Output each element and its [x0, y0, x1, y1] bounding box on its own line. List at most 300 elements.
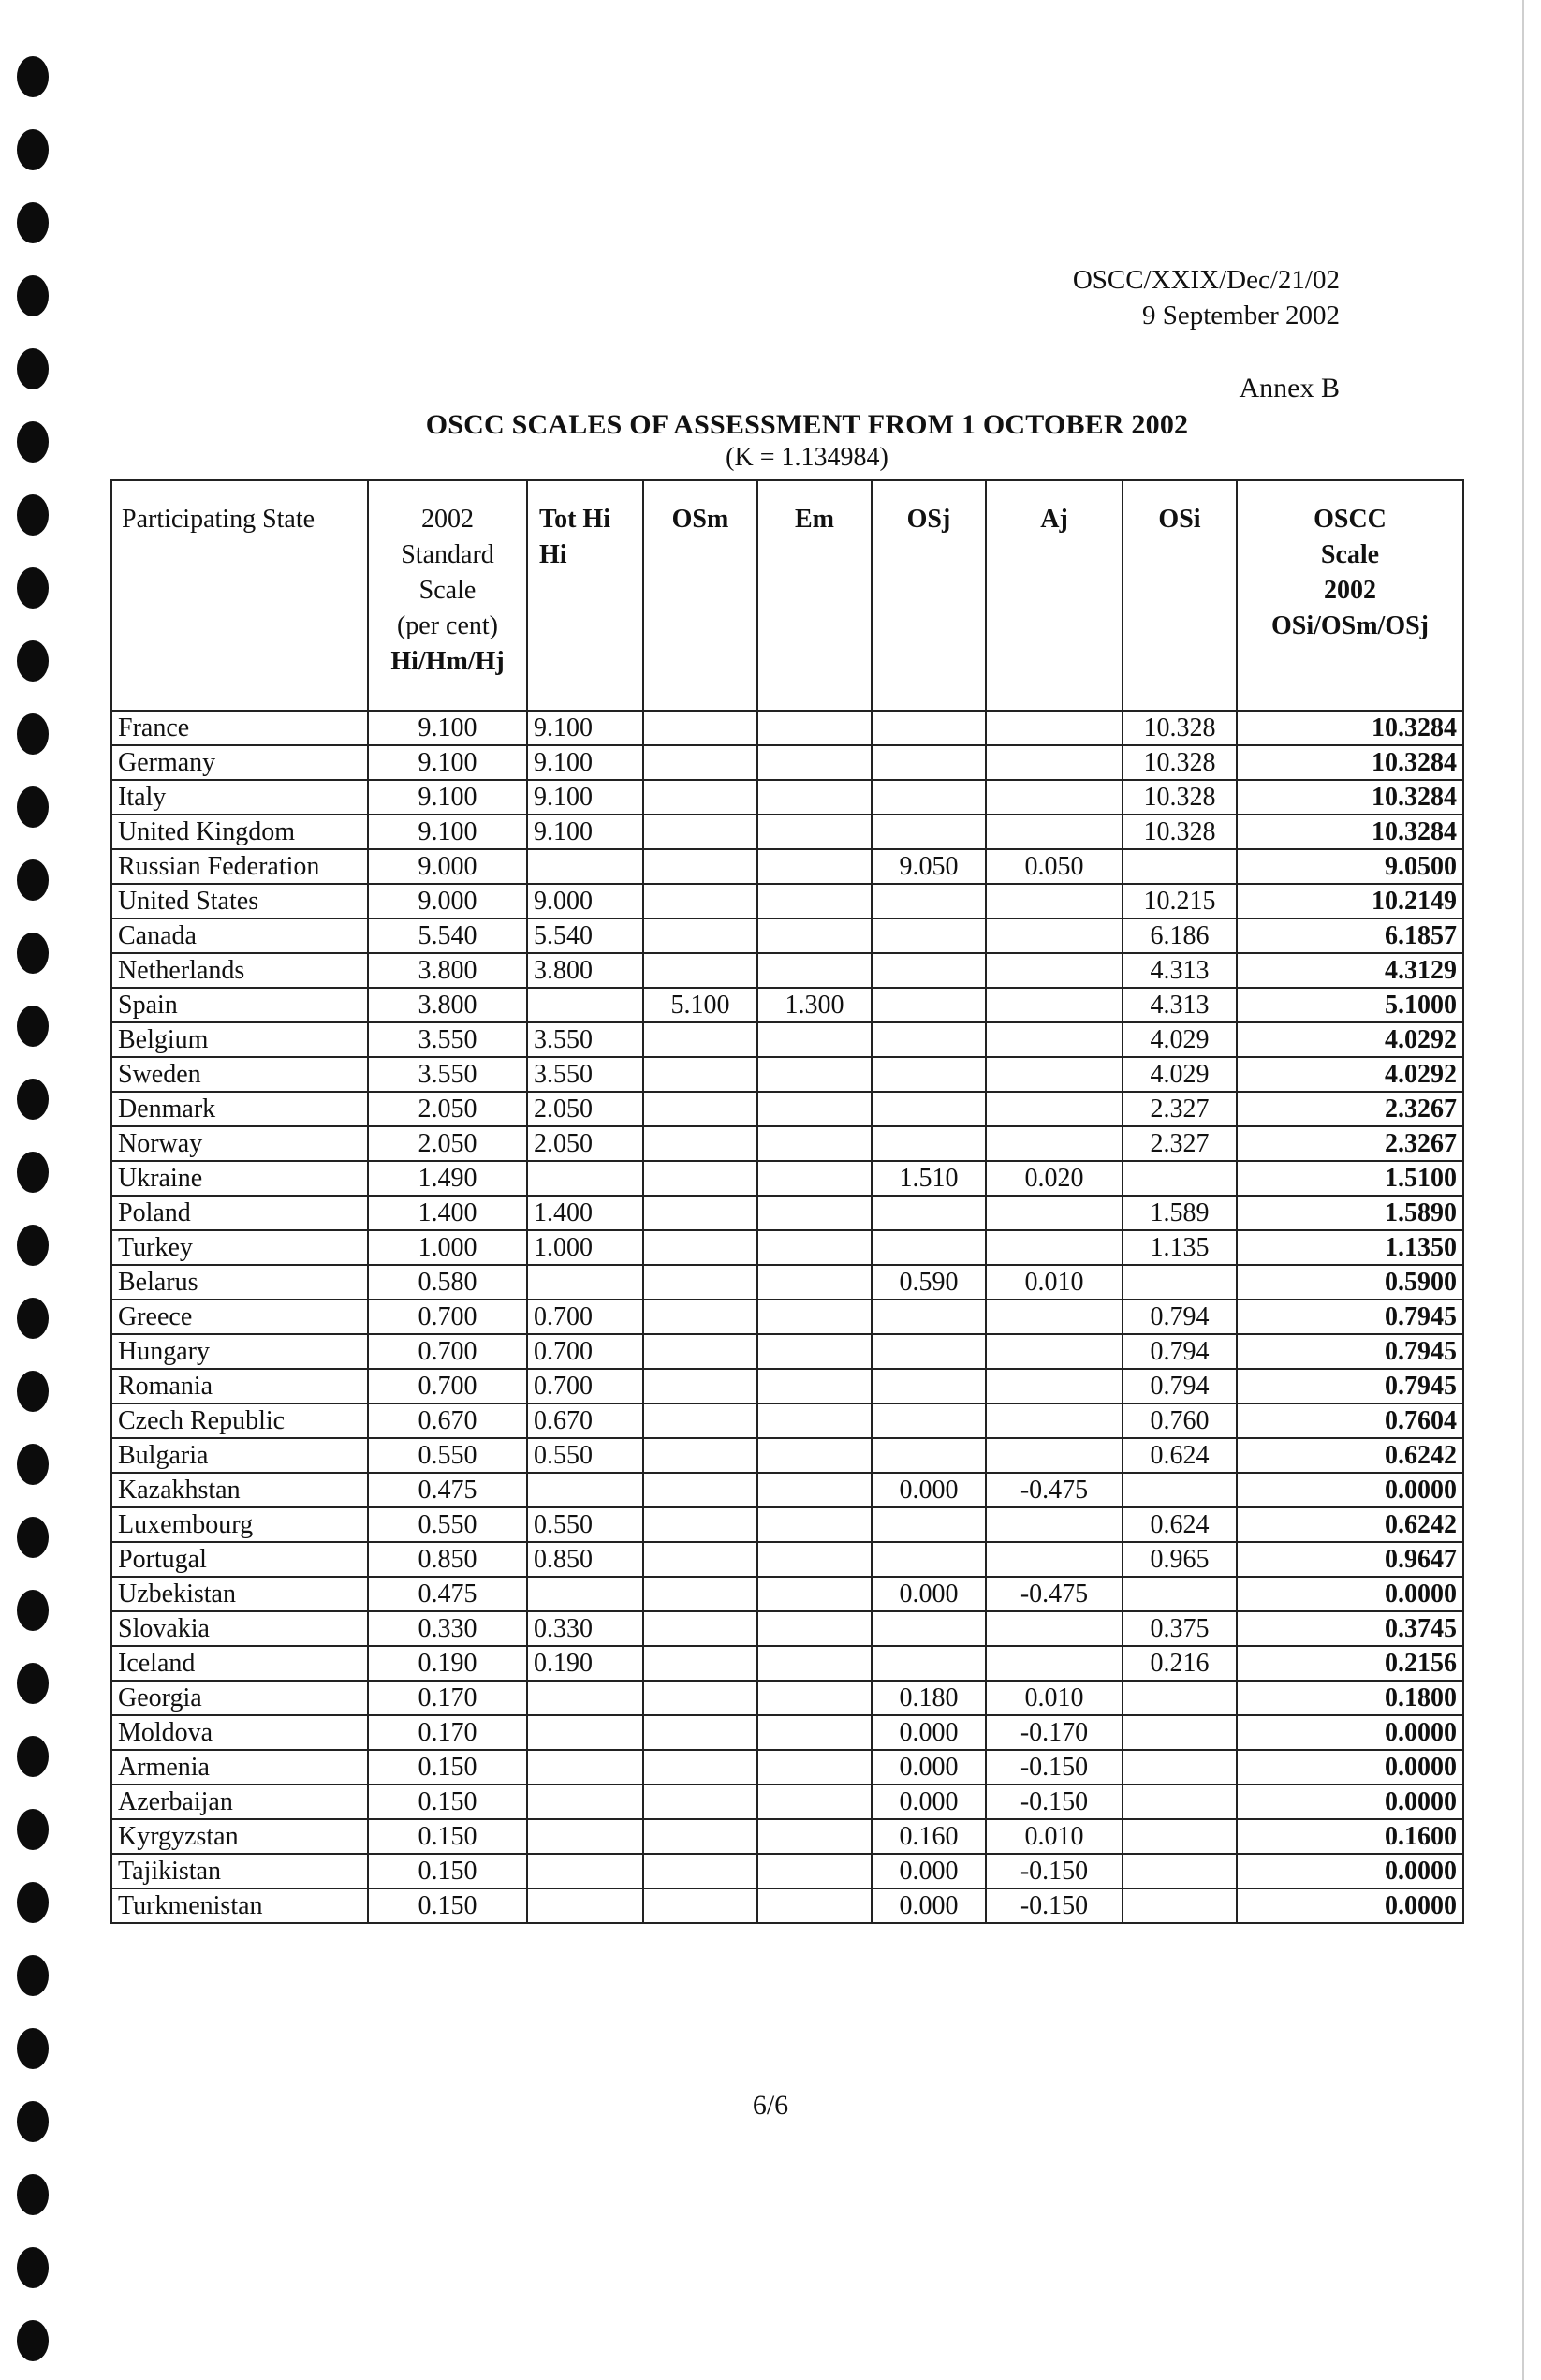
cell-osm: [643, 1577, 757, 1611]
annex-label: Annex B: [1239, 373, 1340, 404]
cell-osi: 0.760: [1123, 1403, 1237, 1438]
cell-aj: [986, 780, 1123, 815]
cell-aj: [986, 1611, 1123, 1646]
cell-osi: 0.375: [1123, 1611, 1237, 1646]
cell-em: [757, 1577, 872, 1611]
cell-osm: [643, 1785, 757, 1819]
cell-aj: [986, 884, 1123, 918]
table-row: [111, 1507, 1463, 1542]
cell-aj: [986, 1126, 1123, 1161]
cell-participating-state: United Kingdom: [111, 815, 368, 849]
cell-participating-state: Greece: [111, 1300, 368, 1334]
cell-oscc-scale: 5.1000: [1237, 988, 1463, 1022]
cell-em: [757, 780, 872, 815]
cell-osj: [872, 1057, 986, 1092]
cell-em: [757, 1542, 872, 1577]
cell-osm: [643, 745, 757, 780]
cell-em: [757, 849, 872, 884]
cell-osj: [872, 1196, 986, 1230]
binder-hole: [17, 1736, 49, 1777]
cell-osj: [872, 1300, 986, 1334]
cell-standard-scale: 9.100: [368, 815, 527, 849]
header-tot-hi: [527, 480, 643, 711]
cell-participating-state: Spain: [111, 988, 368, 1022]
binder-hole: [17, 2174, 49, 2215]
binder-hole: [17, 713, 49, 755]
cell-aj: [986, 711, 1123, 745]
cell-em: [757, 1022, 872, 1057]
table-row: [111, 711, 1463, 745]
cell-osi: 10.328: [1123, 815, 1237, 849]
cell-em: [757, 711, 872, 745]
table-row: [111, 1057, 1463, 1092]
binder-hole: [17, 786, 49, 828]
cell-osm: [643, 953, 757, 988]
cell-participating-state: Armenia: [111, 1750, 368, 1785]
table-row: [111, 1785, 1463, 1819]
header-osi: OSi: [1123, 480, 1237, 711]
cell-em: [757, 815, 872, 849]
cell-tot-hi: [527, 1681, 643, 1715]
cell-osm: [643, 1334, 757, 1369]
binder-hole: [17, 2320, 49, 2361]
cell-osi: [1123, 1819, 1237, 1854]
cell-tot-hi: [527, 988, 643, 1022]
cell-aj: [986, 1057, 1123, 1092]
cell-oscc-scale: 1.5100: [1237, 1161, 1463, 1196]
cell-participating-state: Tajikistan: [111, 1854, 368, 1888]
cell-tot-hi: 3.800: [527, 953, 643, 988]
cell-standard-scale: 1.400: [368, 1196, 527, 1230]
cell-em: [757, 1438, 872, 1473]
table-row: [111, 1369, 1463, 1403]
cell-tot-hi: 0.700: [527, 1334, 643, 1369]
header-line: Hi: [539, 540, 567, 569]
cell-tot-hi: 0.850: [527, 1542, 643, 1577]
cell-oscc-scale: 2.3267: [1237, 1092, 1463, 1126]
cell-tot-hi: 0.550: [527, 1507, 643, 1542]
cell-osm: [643, 1161, 757, 1196]
cell-standard-scale: 0.550: [368, 1507, 527, 1542]
page-number: 6/6: [752, 2090, 789, 2121]
cell-participating-state: Sweden: [111, 1057, 368, 1092]
binder-hole: [17, 56, 49, 97]
cell-osm: [643, 815, 757, 849]
cell-tot-hi: [527, 1888, 643, 1923]
table-row: [111, 1819, 1463, 1854]
cell-standard-scale: 0.700: [368, 1300, 527, 1334]
cell-osi: 2.327: [1123, 1126, 1237, 1161]
cell-em: [757, 1854, 872, 1888]
table-row: [111, 1196, 1463, 1230]
cell-oscc-scale: 0.7945: [1237, 1334, 1463, 1369]
cell-em: [757, 918, 872, 953]
binder-hole: [17, 1590, 49, 1631]
cell-aj: [986, 1646, 1123, 1681]
binder-hole: [17, 1298, 49, 1339]
cell-osm: [643, 1230, 757, 1265]
cell-osj: [872, 1126, 986, 1161]
cell-participating-state: Slovakia: [111, 1611, 368, 1646]
table-row: [111, 1577, 1463, 1611]
cell-osj: 0.000: [872, 1785, 986, 1819]
cell-tot-hi: [527, 1265, 643, 1300]
cell-aj: 0.010: [986, 1265, 1123, 1300]
cell-participating-state: Portugal: [111, 1542, 368, 1577]
cell-osj: [872, 988, 986, 1022]
cell-osj: [872, 1022, 986, 1057]
cell-standard-scale: 3.800: [368, 988, 527, 1022]
cell-osm: [643, 1715, 757, 1750]
binder-hole: [17, 202, 49, 243]
binder-hole: [17, 1955, 49, 1996]
table-row: [111, 1126, 1463, 1161]
cell-oscc-scale: 4.0292: [1237, 1022, 1463, 1057]
document-date: 9 September 2002: [1141, 301, 1340, 331]
table-row: [111, 1542, 1463, 1577]
cell-oscc-scale: 0.1600: [1237, 1819, 1463, 1854]
cell-em: 1.300: [757, 988, 872, 1022]
cell-tot-hi: [527, 1473, 643, 1507]
cell-osi: [1123, 1681, 1237, 1715]
cell-aj: [986, 1196, 1123, 1230]
cell-tot-hi: 1.000: [527, 1230, 643, 1265]
cell-oscc-scale: 0.0000: [1237, 1854, 1463, 1888]
cell-standard-scale: 0.150: [368, 1854, 527, 1888]
cell-osj: 1.510: [872, 1161, 986, 1196]
cell-oscc-scale: 0.2156: [1237, 1646, 1463, 1681]
table-row: [111, 988, 1463, 1022]
binder-hole: [17, 1371, 49, 1412]
binder-hole: [17, 1006, 49, 1047]
cell-participating-state: Luxembourg: [111, 1507, 368, 1542]
header-standard-scale: [368, 480, 527, 711]
cell-osi: [1123, 1161, 1237, 1196]
cell-standard-scale: 9.100: [368, 711, 527, 745]
cell-oscc-scale: 10.3284: [1237, 745, 1463, 780]
cell-standard-scale: 0.700: [368, 1369, 527, 1403]
cell-standard-scale: 0.190: [368, 1646, 527, 1681]
cell-oscc-scale: 0.0000: [1237, 1715, 1463, 1750]
cell-osi: 0.794: [1123, 1369, 1237, 1403]
cell-osj: [872, 1611, 986, 1646]
table-row: [111, 1403, 1463, 1438]
cell-osi: [1123, 1888, 1237, 1923]
cell-standard-scale: 9.100: [368, 745, 527, 780]
cell-osm: [643, 1369, 757, 1403]
cell-osm: [643, 711, 757, 745]
cell-osj: [872, 1438, 986, 1473]
cell-osi: 4.029: [1123, 1057, 1237, 1092]
header-line: 2002: [1324, 576, 1376, 605]
cell-oscc-scale: 0.6242: [1237, 1438, 1463, 1473]
table-row: [111, 1715, 1463, 1750]
cell-participating-state: Belarus: [111, 1265, 368, 1300]
cell-osm: [643, 1611, 757, 1646]
cell-oscc-scale: 10.3284: [1237, 780, 1463, 815]
cell-tot-hi: 0.330: [527, 1611, 643, 1646]
cell-standard-scale: 0.475: [368, 1577, 527, 1611]
cell-aj: -0.150: [986, 1854, 1123, 1888]
cell-standard-scale: 9.100: [368, 780, 527, 815]
cell-tot-hi: 3.550: [527, 1022, 643, 1057]
binder-hole: [17, 640, 49, 682]
table-row: [111, 1092, 1463, 1126]
cell-aj: [986, 1334, 1123, 1369]
header-line: Hi/Hm/Hj: [390, 647, 505, 676]
cell-em: [757, 1300, 872, 1334]
cell-osi: 10.328: [1123, 745, 1237, 780]
cell-osi: [1123, 1265, 1237, 1300]
header-aj: Aj: [986, 480, 1123, 711]
cell-osm: [643, 1854, 757, 1888]
page-title: OSCC SCALES OF ASSESSMENT FROM 1 OCTOBER 2002: [425, 409, 1189, 440]
cell-osj: 0.000: [872, 1715, 986, 1750]
cell-oscc-scale: 4.0292: [1237, 1057, 1463, 1092]
binder-hole: [17, 2028, 49, 2069]
cell-osm: [643, 1750, 757, 1785]
cell-osm: [643, 1473, 757, 1507]
cell-participating-state: Poland: [111, 1196, 368, 1230]
cell-aj: [986, 1403, 1123, 1438]
cell-standard-scale: 2.050: [368, 1092, 527, 1126]
cell-osm: [643, 918, 757, 953]
cell-participating-state: Hungary: [111, 1334, 368, 1369]
cell-em: [757, 1611, 872, 1646]
cell-standard-scale: 0.150: [368, 1819, 527, 1854]
cell-tot-hi: 1.400: [527, 1196, 643, 1230]
binder-hole: [17, 1663, 49, 1704]
cell-osi: 2.327: [1123, 1092, 1237, 1126]
cell-osm: [643, 1403, 757, 1438]
cell-osm: [643, 1888, 757, 1923]
cell-em: [757, 1092, 872, 1126]
table-body: [111, 711, 1463, 1923]
cell-standard-scale: 3.550: [368, 1057, 527, 1092]
cell-tot-hi: [527, 1750, 643, 1785]
cell-osj: [872, 745, 986, 780]
cell-standard-scale: 0.475: [368, 1473, 527, 1507]
binder-hole: [17, 1225, 49, 1266]
cell-em: [757, 745, 872, 780]
cell-standard-scale: 3.550: [368, 1022, 527, 1057]
cell-tot-hi: 9.100: [527, 815, 643, 849]
cell-participating-state: Moldova: [111, 1715, 368, 1750]
cell-osi: [1123, 1750, 1237, 1785]
cell-em: [757, 1196, 872, 1230]
table-row: [111, 1473, 1463, 1507]
cell-osi: [1123, 1854, 1237, 1888]
cell-aj: -0.150: [986, 1888, 1123, 1923]
cell-osj: [872, 1334, 986, 1369]
cell-osi: 4.313: [1123, 953, 1237, 988]
cell-osi: 4.029: [1123, 1022, 1237, 1057]
cell-aj: 0.010: [986, 1819, 1123, 1854]
assessment-table: [110, 479, 1464, 1924]
header-line: Scale: [418, 576, 477, 605]
table-row: [111, 884, 1463, 918]
cell-participating-state: Kyrgyzstan: [111, 1819, 368, 1854]
header-osm: OSm: [643, 480, 757, 711]
cell-osm: [643, 1265, 757, 1300]
cell-participating-state: Belgium: [111, 1022, 368, 1057]
table-row: [111, 1854, 1463, 1888]
cell-osi: 1.589: [1123, 1196, 1237, 1230]
binder-hole: [17, 933, 49, 974]
cell-oscc-scale: 0.7604: [1237, 1403, 1463, 1438]
cell-tot-hi: 2.050: [527, 1126, 643, 1161]
cell-oscc-scale: 0.6242: [1237, 1507, 1463, 1542]
table-row: [111, 849, 1463, 884]
cell-oscc-scale: 0.7945: [1237, 1300, 1463, 1334]
cell-osj: [872, 1230, 986, 1265]
cell-osj: 0.000: [872, 1888, 986, 1923]
cell-osj: [872, 711, 986, 745]
cell-em: [757, 1681, 872, 1715]
cell-participating-state: Iceland: [111, 1646, 368, 1681]
cell-osj: [872, 1646, 986, 1681]
cell-participating-state: Ukraine: [111, 1161, 368, 1196]
cell-aj: 0.010: [986, 1681, 1123, 1715]
cell-oscc-scale: 0.0000: [1237, 1888, 1463, 1923]
header-osj: OSj: [872, 480, 986, 711]
binder-hole: [17, 1079, 49, 1120]
cell-oscc-scale: 1.5890: [1237, 1196, 1463, 1230]
cell-oscc-scale: 10.2149: [1237, 884, 1463, 918]
header-oscc-scale: [1237, 480, 1463, 711]
cell-osi: 10.215: [1123, 884, 1237, 918]
page-edge: [1522, 0, 1524, 2380]
binder-hole: [17, 567, 49, 609]
cell-tot-hi: 0.550: [527, 1438, 643, 1473]
cell-oscc-scale: 0.3745: [1237, 1611, 1463, 1646]
cell-osm: [643, 1681, 757, 1715]
cell-aj: 0.020: [986, 1161, 1123, 1196]
cell-osi: [1123, 1577, 1237, 1611]
binder-hole: [17, 275, 49, 316]
cell-aj: [986, 1438, 1123, 1473]
cell-osm: [643, 780, 757, 815]
cell-osi: 10.328: [1123, 711, 1237, 745]
table-row: [111, 1888, 1463, 1923]
cell-participating-state: Norway: [111, 1126, 368, 1161]
table-row: [111, 953, 1463, 988]
cell-osj: 0.000: [872, 1854, 986, 1888]
cell-osi: 0.794: [1123, 1334, 1237, 1369]
document-header: [1073, 262, 1340, 333]
table-row: [111, 1022, 1463, 1057]
table-row: [111, 1161, 1463, 1196]
cell-osj: 0.000: [872, 1577, 986, 1611]
cell-osm: [643, 884, 757, 918]
cell-osj: [872, 780, 986, 815]
cell-participating-state: Germany: [111, 745, 368, 780]
cell-tot-hi: 9.000: [527, 884, 643, 918]
cell-em: [757, 1057, 872, 1092]
table-row: [111, 1334, 1463, 1369]
cell-em: [757, 1473, 872, 1507]
table-row: [111, 1681, 1463, 1715]
cell-osj: [872, 884, 986, 918]
cell-osi: [1123, 1473, 1237, 1507]
binder-hole: [17, 1152, 49, 1193]
cell-oscc-scale: 0.0000: [1237, 1473, 1463, 1507]
cell-osm: [643, 1092, 757, 1126]
cell-aj: [986, 815, 1123, 849]
cell-tot-hi: [527, 849, 643, 884]
binder-hole: [17, 1517, 49, 1558]
binder-hole: [17, 1444, 49, 1485]
cell-osm: 5.100: [643, 988, 757, 1022]
header-line: (per cent): [396, 611, 499, 640]
cell-tot-hi: [527, 1854, 643, 1888]
cell-oscc-scale: 10.3284: [1237, 711, 1463, 745]
cell-osj: [872, 953, 986, 988]
cell-em: [757, 1403, 872, 1438]
table-row: [111, 1750, 1463, 1785]
binder-hole: [17, 129, 49, 170]
cell-tot-hi: [527, 1715, 643, 1750]
cell-osm: [643, 1646, 757, 1681]
cell-osi: [1123, 1785, 1237, 1819]
cell-aj: [986, 1022, 1123, 1057]
cell-aj: -0.170: [986, 1715, 1123, 1750]
cell-standard-scale: 0.550: [368, 1438, 527, 1473]
cell-participating-state: France: [111, 711, 368, 745]
cell-osj: 0.180: [872, 1681, 986, 1715]
table-header-row: [111, 480, 1463, 711]
cell-oscc-scale: 0.0000: [1237, 1785, 1463, 1819]
cell-em: [757, 1785, 872, 1819]
table-row: [111, 1230, 1463, 1265]
table-row: [111, 1611, 1463, 1646]
cell-osi: 0.624: [1123, 1438, 1237, 1473]
cell-aj: -0.150: [986, 1750, 1123, 1785]
header-line: 2002: [421, 505, 474, 534]
cell-osi: 0.965: [1123, 1542, 1237, 1577]
header-line: Standard: [401, 540, 494, 569]
cell-aj: [986, 1542, 1123, 1577]
cell-osj: [872, 1092, 986, 1126]
cell-em: [757, 1646, 872, 1681]
cell-oscc-scale: 2.3267: [1237, 1126, 1463, 1161]
cell-standard-scale: 0.150: [368, 1888, 527, 1923]
cell-standard-scale: 0.700: [368, 1334, 527, 1369]
cell-aj: [986, 1092, 1123, 1126]
binder-hole: [17, 348, 49, 389]
cell-tot-hi: 0.700: [527, 1300, 643, 1334]
cell-osi: 6.186: [1123, 918, 1237, 953]
header-line: Scale: [1320, 540, 1380, 569]
cell-aj: [986, 918, 1123, 953]
table-row: [111, 780, 1463, 815]
cell-standard-scale: 1.490: [368, 1161, 527, 1196]
cell-participating-state: Russian Federation: [111, 849, 368, 884]
cell-oscc-scale: 0.9647: [1237, 1542, 1463, 1577]
cell-participating-state: Netherlands: [111, 953, 368, 988]
cell-osj: [872, 815, 986, 849]
binder-hole: [17, 859, 49, 901]
cell-aj: [986, 1300, 1123, 1334]
cell-osm: [643, 1022, 757, 1057]
cell-em: [757, 1230, 872, 1265]
cell-standard-scale: 0.150: [368, 1750, 527, 1785]
binder-hole: [17, 1809, 49, 1850]
document-reference: OSCC/XXIX/Dec/21/02: [1072, 265, 1340, 295]
cell-osi: [1123, 849, 1237, 884]
cell-oscc-scale: 0.1800: [1237, 1681, 1463, 1715]
cell-aj: -0.475: [986, 1577, 1123, 1611]
